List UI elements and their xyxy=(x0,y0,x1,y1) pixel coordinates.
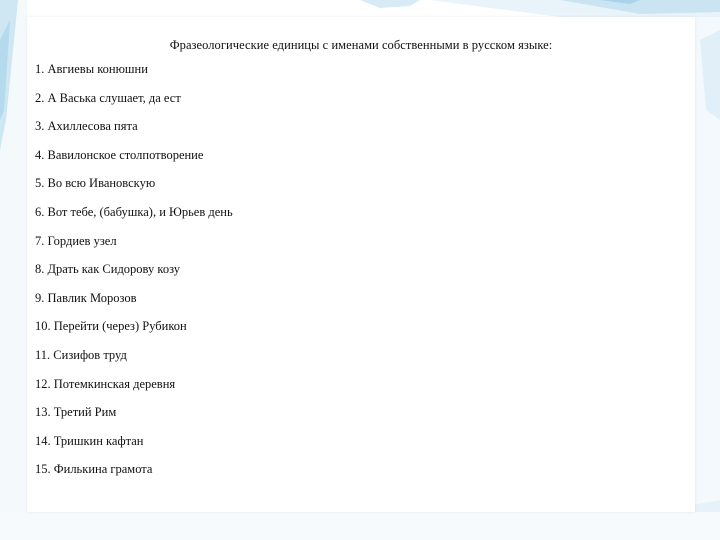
phraseology-list xyxy=(35,62,233,491)
list-item: 5. Во всю Ивановскую xyxy=(35,176,156,191)
list-item: 10. Перейти (через) Рубикон xyxy=(35,319,187,334)
list-item: 8. Драть как Сидорову козу xyxy=(35,262,181,277)
top-wave-3 xyxy=(360,0,420,8)
slide-title: Фразеологические единицы с именами собственными в русском языке: xyxy=(169,38,553,52)
slide-content-card xyxy=(27,17,695,512)
list-item: 13. Третий Рим xyxy=(35,405,117,420)
list-item: 6. Вот тебе, (бабушка), и Юрьев день xyxy=(35,204,233,219)
list-item: 9. Павлик Морозов xyxy=(35,290,137,305)
list-item: 2. А Васька слушает, да ест xyxy=(35,90,181,105)
list-item: 11. Сизифов труд xyxy=(35,347,127,362)
list-item: 3. Ахиллесова пята xyxy=(35,119,138,134)
list-item: 4. Вавилонское столпотворение xyxy=(35,147,204,162)
list-item: 12. Потемкинская деревня xyxy=(35,376,176,391)
list-item: 7. Гордиев узел xyxy=(35,233,117,248)
list-item: 15. Филькина грамота xyxy=(35,462,153,477)
list-item: 1. Авгиевы конюшни xyxy=(35,62,148,76)
bottom-band xyxy=(0,512,720,540)
list-item: 14. Тришкин кафтан xyxy=(35,433,144,448)
